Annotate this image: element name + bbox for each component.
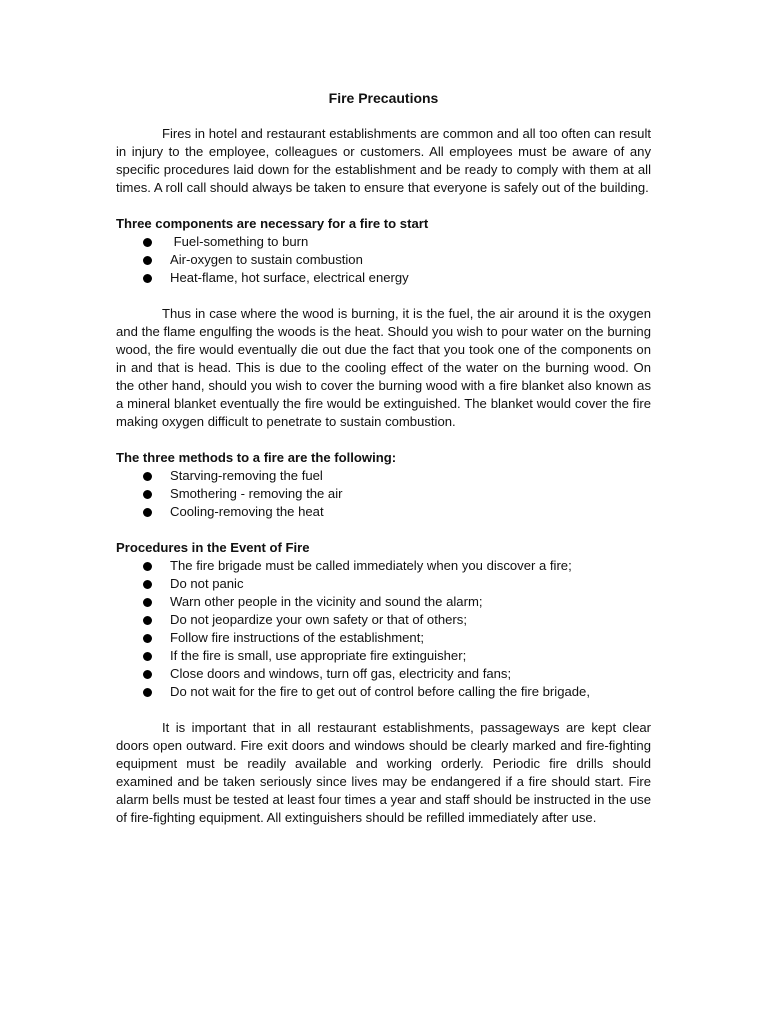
document-page — [116, 88, 651, 827]
explanation-paragraph: Thus in case where the wood is burning, it is the fuel, the air around it is the oxygen and the flame engulfing the woods is the heat. Should you wish to pour water on the burning wood, the fire would eventually die out due the fact that you took one of the components on in and that is head. This is due to the cooling effect of the water on the burning wood. On the other hand, should you wish to cover the burning wood with a fire blanket also known as a mineral blanket eventually the fire would be extinguished. The blanket would cover the fire making oxygen difficult to penetrate to sustain combustion. — [116, 306, 651, 429]
closing-paragraph: It is important that in all restaurant establishments, passageways are kept clear doors open outward. Fire exit doors and windows should be clearly marked and fire-fighting equipment must be readily available and working orderly. Periodic fire drills should examined and be taken seriously since lives may be endangered if a fire should start. Fire alarm bells must be tested at least four times a year and staff should be instructed in the use of fire-fighting equipment. All extinguishers should be refilled immediately after use. — [116, 720, 651, 825]
methods-list — [116, 467, 651, 521]
list-item: Close doors and windows, turn off gas, electricity and fans; — [116, 665, 651, 683]
list-item: Warn other people in the vicinity and sound the alarm; — [116, 593, 651, 611]
bullet-icon — [143, 238, 152, 247]
list-item: Fuel-something to burn — [116, 233, 651, 251]
list-item: Follow fire instructions of the establishment; — [116, 629, 651, 647]
list-item: Heat-flame, hot surface, electrical energy — [116, 269, 651, 287]
list-item: Do not panic — [116, 575, 651, 593]
list-item: The fire brigade must be called immediately when you discover a fire; — [116, 557, 651, 575]
intro-paragraph: Fires in hotel and restaurant establishments are common and all too often can result in injury to the employee, colleagues or customers. All employees must be aware of any specific procedures laid down for the establishment and be ready to comply with them at all times. A roll call should always be taken to ensure that everyone is safely out of the building. — [116, 126, 651, 195]
components-heading: Three components are necessary for a fire to start — [116, 216, 429, 231]
spacer — [116, 287, 651, 305]
bullet-icon — [143, 634, 152, 643]
components-list — [116, 233, 651, 287]
document-title: Fire Precautions — [328, 90, 439, 106]
bullet-icon — [143, 598, 152, 607]
bullet-icon — [143, 688, 152, 697]
bullet-icon — [143, 274, 152, 283]
spacer — [116, 701, 651, 719]
bullet-icon — [143, 670, 152, 679]
bullet-icon — [143, 580, 152, 589]
list-item: Air-oxygen to sustain combustion — [116, 251, 651, 269]
spacer — [116, 197, 651, 215]
list-item: Smothering - removing the air — [116, 485, 651, 503]
bullet-icon — [143, 256, 152, 265]
procedures-heading: Procedures in the Event of Fire — [116, 540, 310, 555]
list-item: Do not jeopardize your own safety or that of others; — [116, 611, 651, 629]
bullet-icon — [143, 562, 152, 571]
methods-heading: The three methods to a fire are the following: — [116, 450, 397, 465]
list-item: Do not wait for the fire to get out of control before calling the fire brigade, — [116, 683, 651, 701]
list-item: Cooling-removing the heat — [116, 503, 651, 521]
bullet-icon — [143, 616, 152, 625]
bullet-icon — [143, 472, 152, 481]
list-item: Starving-removing the fuel — [116, 467, 651, 485]
bullet-icon — [143, 508, 152, 517]
procedures-list — [116, 557, 651, 701]
spacer — [116, 521, 651, 539]
spacer — [116, 431, 651, 449]
bullet-icon — [143, 490, 152, 499]
list-item: If the fire is small, use appropriate fire extinguisher; — [116, 647, 651, 665]
bullet-icon — [143, 652, 152, 661]
